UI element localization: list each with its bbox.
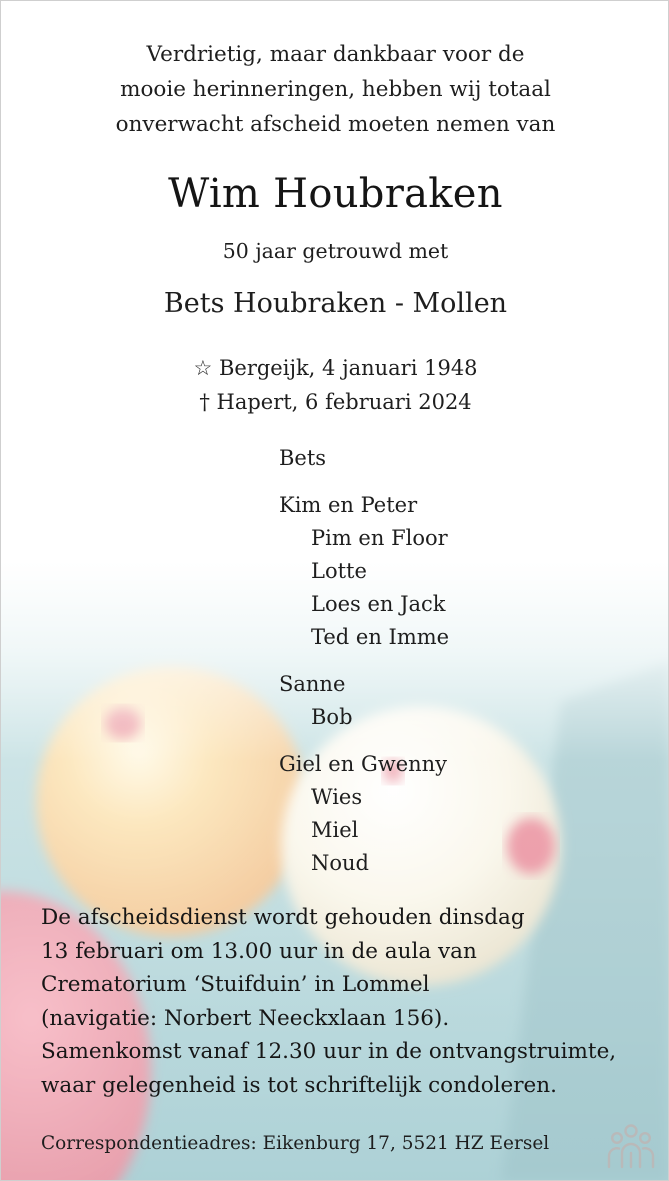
grandchild: Noud [311, 851, 369, 875]
family-group [279, 668, 449, 734]
family-group [279, 442, 449, 475]
family-member: Kim en Peter [279, 493, 418, 517]
grandchild: Miel [311, 818, 359, 842]
death-line: † Hapert, 6 februari 2024 [199, 390, 472, 414]
grandchild: Bob [311, 705, 353, 729]
service-line: Samenkomst vanaf 12.30 uur in de ontvangstruimte, [41, 1039, 617, 1064]
grandchild: Ted en Imme [311, 625, 450, 649]
service-details [41, 901, 616, 1102]
spouse-name: Bets Houbraken - Mollen [163, 288, 508, 319]
grandchild: Wies [311, 785, 363, 809]
service-line: Crematorium ‘Stuifduin’ in Lommel [41, 972, 430, 997]
family-group [279, 489, 449, 654]
intro-text [1, 37, 669, 142]
family-member: Bets [279, 446, 327, 470]
family-group [279, 748, 449, 880]
service-line: De afscheidsdienst wordt gehouden dinsdag [41, 905, 525, 930]
service-line: waar gelegenheid is tot schriftelijk condoleren. [41, 1072, 557, 1098]
married-line: 50 jaar getrouwd met [222, 239, 449, 263]
service-line: 13 februari om 13.00 uur in de aula van [41, 938, 477, 964]
intro-line: onverwacht afscheid moeten nemen van [115, 112, 556, 137]
intro-line: mooie herinneringen, hebben wij totaal [120, 77, 551, 102]
family-list [279, 442, 449, 894]
service-line: (navigatie: Norbert Neeckxlaan 156). [41, 1005, 450, 1031]
intro-line: Verdrietig, maar dankbaar voor de [146, 42, 525, 67]
birth-line: ☆ Bergeijk, 4 januari 1948 [193, 356, 478, 380]
deceased-name: Wim Houbraken [168, 171, 503, 217]
grandchild: Loes en Jack [311, 592, 446, 616]
life-dates [1, 351, 669, 419]
grandchild: Pim en Floor [311, 526, 448, 550]
grandchild: Lotte [311, 559, 367, 583]
correspondence-address: Correspondentieadres: Eikenburg 17, 5521 HZ Eersel [41, 1133, 550, 1154]
people-group-icon [605, 1123, 657, 1169]
family-member: Giel en Gwenny [279, 752, 448, 776]
family-member: Sanne [279, 672, 346, 696]
